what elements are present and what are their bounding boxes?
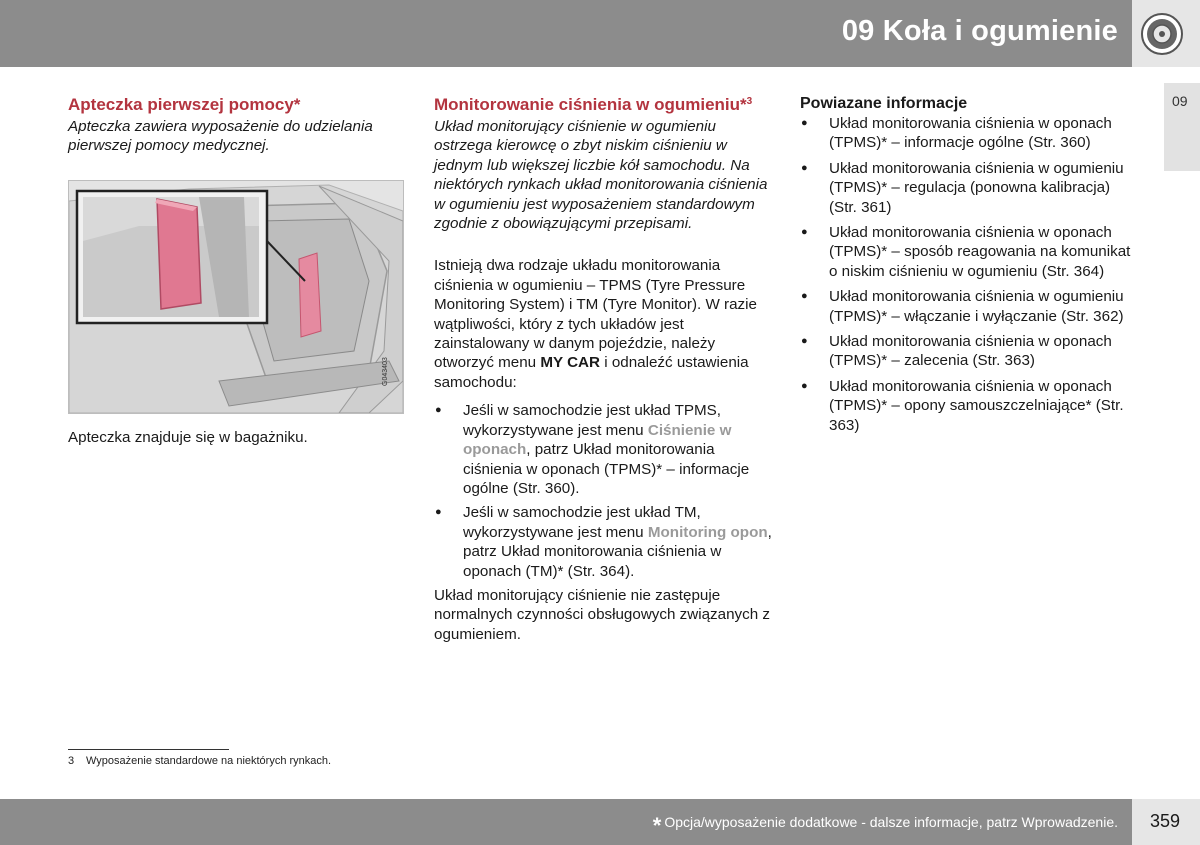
- tpms-intro: Układ monitorujący ciśnienie w ogumieniu ostrzega kierowcę o zbyt niskim ciśnieniu w jednym lub większej liczbie kół samochodu. Na niektórych rynkach układ monitorowania ciśnienia w ogumieniu jest wyposażeniem standardowym zgodnie z obowiązującymi przepisami.: [434, 118, 768, 233]
- menu-tire-pressure: Ciśnienie w oponach: [463, 421, 732, 459]
- related-info-heading: Powiazane informacje: [800, 95, 968, 112]
- bullet2-link[interactable]: , patrz Układ monitorowania ciśnienia w oponach (TM)* (Str. 364).: [463, 523, 772, 580]
- bullet1-text-a: Jeśli w samochodzie jest układ TPMS, wykorzystywane jest menu: [463, 402, 722, 439]
- para1-text-a: Istnieją dwa rodzaje układu monitorowania ciśnienia w ogumieniu – TPMS (Tyre Pressure Monitoring System) i TM (Tyre Monitor). W razie wątpliwości, który z tych układów jest zainstalowany w danym pojeździe, należy otworzyć menu: [434, 257, 757, 372]
- related-link-item[interactable]: ● Układ monitorowania ciśnienia w ogumieniu (TPMS)* – włączanie i wyłączanie (Str. 362): [800, 287, 1140, 326]
- side-tab-label: 09: [1172, 93, 1188, 109]
- trunk-illustration: [68, 180, 404, 414]
- asterisk-marker: *: [652, 813, 662, 838]
- chapter-title: 09 Koła i ogumienie: [841, 15, 1118, 47]
- tpms-section: [434, 94, 774, 644]
- related-link-item[interactable]: ● Układ monitorowania ciśnienia w oponach (TPMS)* – opony samouszczelniające* (Str. 363): [800, 377, 1140, 435]
- footnote-divider: [68, 749, 229, 750]
- footnote-text: Wyposażenie standardowe na niektórych rynkach.: [86, 755, 332, 767]
- tire-icon: [1140, 12, 1184, 56]
- footer-note: [653, 813, 1118, 839]
- page-number: 359: [1150, 811, 1181, 831]
- list-item: [434, 401, 774, 498]
- list-item: [434, 503, 774, 581]
- related-info-section: [800, 94, 1140, 441]
- tpms-para2: Układ monitorujący ciśnienie nie zastępuje normalnych czynności obsługowych związanych z ogumieniem.: [434, 586, 770, 643]
- related-link-item[interactable]: ● Układ monitorowania ciśnienia w oponach (TPMS)* – sposób reagowania na komunikat o niskim ciśnieniu w ogumieniu (Str. 364): [800, 223, 1140, 281]
- figure-caption: Apteczka znajduje się w bagażniku.: [68, 428, 308, 446]
- related-link-item[interactable]: ● Układ monitorowania ciśnienia w oponach (TPMS)* – informacje ogólne (Str. 360): [800, 114, 1140, 153]
- image-code: G043403: [382, 357, 389, 386]
- footnote-number: 3: [68, 755, 75, 767]
- bullet1-link[interactable]: , patrz Układ monitorowania ciśnienia w oponach (TPMS)* – informacje ogólne (Str. 360).: [463, 441, 750, 497]
- para1-text-b: i odnaleźć ustawienia samochodu:: [434, 354, 749, 391]
- tpms-heading: [434, 94, 774, 115]
- related-link-item[interactable]: ● Układ monitorowania ciśnienia w oponach (TPMS)* – zalecenia (Str. 363): [800, 332, 1140, 371]
- related-link-item[interactable]: ● Układ monitorowania ciśnienia w ogumieniu (TPMS)* – regulacja (ponowna kalibracja) (Str. 361): [800, 159, 1140, 217]
- bullet2-text-a: Jeśli w samochodzie jest układ TM, wykorzystywane jest menu: [463, 504, 701, 541]
- footnote: [68, 755, 331, 767]
- trunk-drawing: [69, 181, 403, 413]
- tpms-para1: [434, 256, 774, 392]
- related-info-list: [800, 114, 1140, 435]
- first-aid-heading: Apteczka pierwszej pomocy*: [68, 95, 301, 114]
- tpms-heading-text: Monitorowanie ciśnienia w ogumieniu*: [434, 95, 747, 114]
- footer-note-text: Opcja/wyposażenie dodatkowe - dalsze informacje, patrz Wprowadzenie.: [664, 814, 1118, 830]
- first-aid-intro: Apteczka zawiera wyposażenie do udzielania pierwszej pomocy medycznej.: [68, 118, 373, 155]
- footnote-ref[interactable]: 3: [746, 96, 753, 107]
- menu-tire-monitoring: Monitoring opon: [647, 523, 768, 541]
- first-aid-section: [68, 94, 403, 447]
- my-car-menu: MY CAR: [540, 354, 600, 372]
- tpms-bullet-list: [434, 401, 774, 581]
